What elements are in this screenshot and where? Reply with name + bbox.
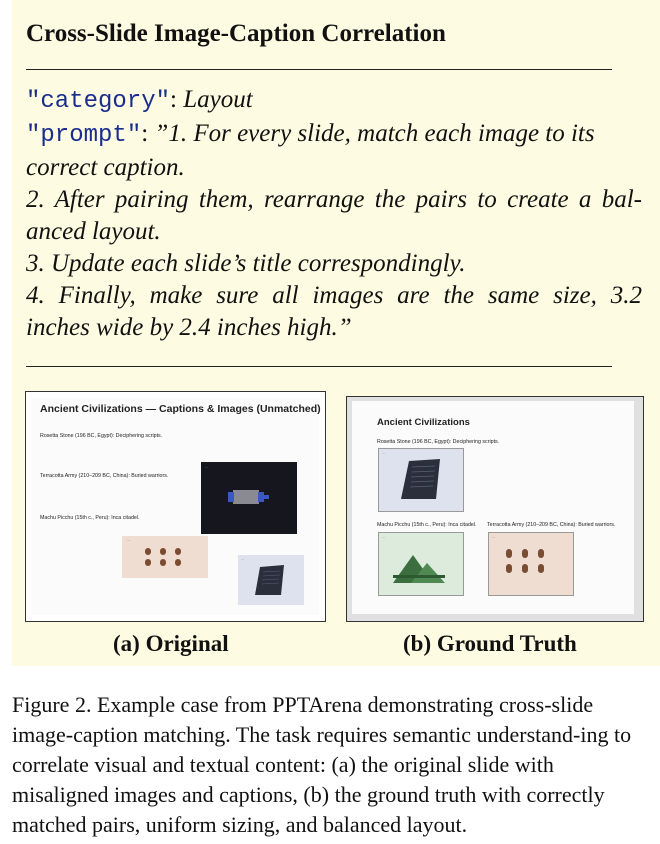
prompt-line-7: inches wide by 2.4 inches high.” — [26, 314, 352, 341]
rosetta-stone-graphic — [238, 555, 304, 605]
prompt-line-5: 3. Update each slide’s title correspondingly. — [26, 250, 466, 277]
original-caption-rosetta: Rosetta Stone (196 BC, Egypt): Deciphering scripts. — [40, 433, 163, 439]
prompt-block — [26, 84, 642, 344]
svg-text:—: — — [205, 465, 208, 469]
category-key: "category" — [26, 88, 171, 115]
svg-text:—: — — [241, 557, 244, 561]
bottom-rule — [26, 366, 612, 367]
prompt-line-1: "prompt": ”1. For every slide, match each image to its — [26, 120, 595, 149]
original-caption-terracotta: Terracotta Army (210–209 BC, China): Buried warriors. — [40, 473, 169, 479]
gt-rosetta-stone-graphic — [379, 449, 463, 511]
svg-text:—: — — [382, 451, 385, 455]
svg-text:—: — — [382, 535, 385, 539]
figure-heading: Cross-Slide Image-Caption Correlation — [26, 20, 446, 47]
prompt-line-4: anced layout. — [26, 218, 161, 245]
category-value: Layout — [183, 86, 253, 113]
gt-rosetta-stone-image — [378, 448, 464, 512]
prompt-line-6: 4. Finally, make sure all images are the same size, 3.2 — [26, 282, 642, 309]
gt-terracotta-army-graphic — [489, 533, 573, 595]
gt-terracotta-army-image — [488, 532, 574, 596]
svg-text:—: — — [492, 535, 495, 539]
gt-caption-terracotta: Terracotta Army (210–209 BC, China): Buried warriors. — [487, 522, 616, 528]
gt-caption-machu: Machu Picchu (15th c., Peru): Inca citadel. — [377, 522, 477, 528]
prompt-key: "prompt" — [26, 122, 142, 149]
top-rule — [26, 69, 612, 70]
figure-caption: Figure 2. Example case from PPTArena demonstrating cross-slide image-caption matching. The task requires semantic understand-ing to correlate visual and textual content: (a) the original slide with misaligned images and captions, (b) the ground truth with correctly matched pairs, uniform sizing, and balanced layout. — [12, 692, 632, 837]
terracotta-figures-image — [122, 536, 208, 578]
gt-machu-picchu-image — [378, 532, 464, 596]
original-slide-frame — [25, 391, 326, 622]
original-caption-machu: Machu Picchu (15th c., Peru): Inca citadel. — [40, 515, 140, 521]
gt-caption-rosetta: Rosetta Stone (196 BC, Egypt): Deciphering scripts. — [377, 439, 500, 445]
original-slide-title: Ancient Civilizations — Captions & Images (Unmatched) — [40, 403, 321, 415]
category-line: "category": Layout — [26, 86, 253, 115]
gt-machu-picchu-graphic — [379, 533, 463, 595]
dark-artifact-image — [201, 462, 297, 534]
prompt-line-2: correct caption. — [26, 154, 185, 181]
rosetta-stone-image — [238, 555, 304, 605]
ground-truth-slide-title: Ancient Civilizations — [377, 417, 470, 428]
original-slide — [32, 398, 319, 615]
ground-truth-label: (b) Ground Truth — [403, 631, 577, 656]
ground-truth-slide-frame — [346, 396, 644, 622]
svg-text:—: — — [127, 538, 130, 542]
terracotta-figures-graphic — [122, 536, 208, 578]
ground-truth-slide — [352, 401, 634, 614]
prompt-line-3: 2. After pairing them, rearrange the pairs to create a bal- — [26, 186, 642, 213]
dark-artifact-graphic — [201, 462, 297, 534]
original-label: (a) Original — [113, 631, 229, 656]
